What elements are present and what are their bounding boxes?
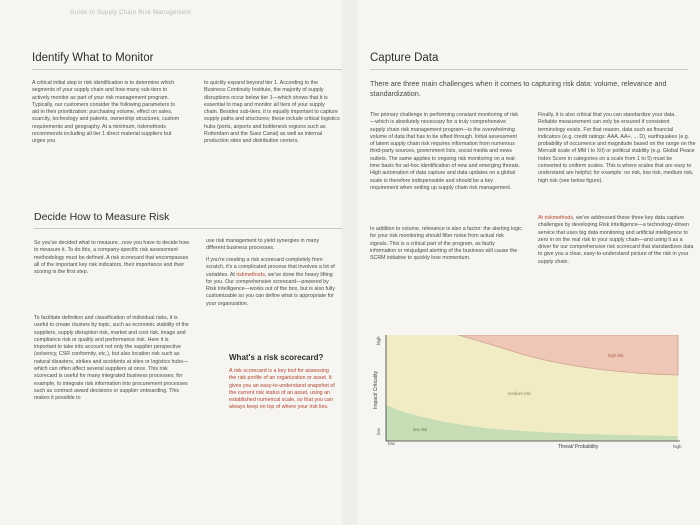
x-tick-high xyxy=(673,444,682,449)
measure-col1b: To facilitate definition and classification of individual risks, it is useful to create clusters by topic, such as economic stability of the suppliers, supply disruption risk, market and cost risk, image and compliance risk or quality and performance risk. Here it is important to take into account not only the supplier perspective (solvency, CSR conformity, etc.), but also location risk such as natural disasters, strikes and accidents at sites or logistics hubs—which can often affect several suppliers at once. This risk scorecard is useful for many integrated business processes; for example, to integrate risk information into procurement processes such as contract award decisions or supplier onboarding. This makes it possible to xyxy=(34,315,189,402)
riskmethods-link-right[interactable]: At riskmethods xyxy=(538,215,574,221)
x-tick-low-label: low xyxy=(388,441,395,446)
measure-col2b-pre: If you're creating a risk scorecard completely from scratch, it's a complicated process that involves a lot of variables. At xyxy=(206,257,335,278)
identify-col1: A critical initial step in risk identification is to determine which segments of your supply chain and how many sub-tiers to actively monitor as part of your risk management program. Typically, our customers consider the following parameters to aid in their prioritization: purchasing volume, effect on sales, scarcity, technology and patents, ownership structures, custom requirements and geography. At a minimum, riskmethods recommends including all tier 1 direct material suppliers but urges you xyxy=(32,80,180,145)
riskmethods-link[interactable]: riskmethods xyxy=(236,271,265,278)
measure-col2b xyxy=(206,257,338,308)
risk-matrix-chart xyxy=(358,335,700,525)
zone-label-medium: medium risk xyxy=(508,391,531,396)
callout-title: What's a risk scorecard? xyxy=(229,353,324,362)
y-tick-low-label: low xyxy=(376,428,381,435)
identify-col2: to quickly expand beyond tier 1. According to the Business Continuity Institute, the majority of supply disruptions occur below tier 1—which shows that it is essential to map and monitor all tiers of your supply chain. Besides sub-tiers, it is equally important to capture supply paths and structures; these include critical logistics hubs (ports, airports and bottleneck regions such as Rotterdam and the Suez Canal) as well as internal production sites and distribution centers. xyxy=(204,80,340,145)
measure-col2b-post: , we've done the heavy lifting for you. Our comprehensive scorecard—powered by Risk Intelligence—works out of the box, but is also fully customizable so you can define what is appropriate for your organization. xyxy=(206,271,335,307)
capture-intro: There are three main challenges when it comes to capturing risk data: volume, relevance and standardization. xyxy=(370,79,667,98)
capture-col1a: The primary challenge in performing constant monitoring of risk—which is absolutely necessary for a truly comprehensive supply chain risk management program—is the overwhelming volume of data that has to be sifted through. Initial assessment of latent supply chain risk requires information from numerous third-party sources, government lists, social media and news outlets. The same applies to ongoing risk monitoring on a real-time basis for ad-hoc identification of new and emerging threats. High automation of data capture and data updates on a global scale is therefore indispensable and should be a key requirement when setting up supply chain risk management. xyxy=(370,112,521,191)
running-header xyxy=(0,10,342,24)
zone-label-low: low risk xyxy=(413,427,427,432)
x-tick-high-label: high xyxy=(673,444,682,449)
section-divider xyxy=(34,228,342,229)
y-axis-label: Impact/ Criticality xyxy=(373,370,379,410)
zone-label-high: high risk xyxy=(608,353,624,358)
section-title-measure: Decide How to Measure Risk xyxy=(34,211,170,223)
measure-col1a: So you've decided what to measure...now you have to decide how to measure it. To do this, a company-specific risk assessment methodology must be defined. A risk scorecard that encompasses all of the important key risk indicators, their importance and their scoring is the first step. xyxy=(34,240,190,276)
header-crumb: Guide to Supply Chain Risk Management xyxy=(70,10,192,16)
capture-col1b: In addition to volume, relevance is also a factor: the alerting logic for your risk monitoring should filter noise from actual risk signals. This is a critical part of the program, as faulty information or misjudged alerting of the business will cause the SCRM initiative to quickly lose momentum. xyxy=(370,226,522,262)
measure-col2a: use risk management to yield synergies in many different business processes. xyxy=(206,238,320,252)
page-title: Identify What to Monitor xyxy=(32,52,154,64)
title-divider-right xyxy=(370,69,688,70)
title-divider xyxy=(32,69,342,70)
y-tick-low xyxy=(376,427,381,435)
right-page xyxy=(358,0,700,525)
capture-col2b xyxy=(538,215,696,266)
y-tick-high xyxy=(376,336,381,345)
x-axis-label: Threat/ Probability xyxy=(557,444,599,450)
y-tick-high-label: high xyxy=(376,336,381,345)
capture-col2a: Finally, it is also critical that you can standardize your data. Reliable measurement can only be ensured if consistent terminology exists. For that reason, data such as financial indicators (e.g. credit ratings: AAA, AA+, ... D), earthquakes (e.g. probability of occurrence and magnitude based on the range on the Mercalli scale of MM I to XII) or political stability (e.g. Global Peace Index Score in categories on a scale from 1 to 5) must be converted to uniform scales. This is where scales that are easy to understand are helpful; for example: no risk, low risk, medium risk, high risk (see below figure). xyxy=(538,112,696,184)
capture-col2b-text: , we've addressed these three key data capture challenges by developing Risk Intelligence—a technology-driven service that uses big data monitoring and artificial intelligence to zero in on the real risk to your supply chain—and using it as a driver for our comprehensive risk scorecard that standardizes data to give you a clear, easy-to-understand picture of the risk in your supply chain. xyxy=(538,215,694,265)
callout-text: A risk scorecard is a key tool for assessing the risk profile of an organization or asset. It gives you an easy-to-understand snapshot of the current risk status of an asset, using an established numerical scale, so that you can always keep on top of where your risk lies. xyxy=(229,368,335,411)
page-title-capture: Capture Data xyxy=(370,52,439,64)
x-tick-low xyxy=(388,441,396,446)
left-page xyxy=(0,0,342,525)
